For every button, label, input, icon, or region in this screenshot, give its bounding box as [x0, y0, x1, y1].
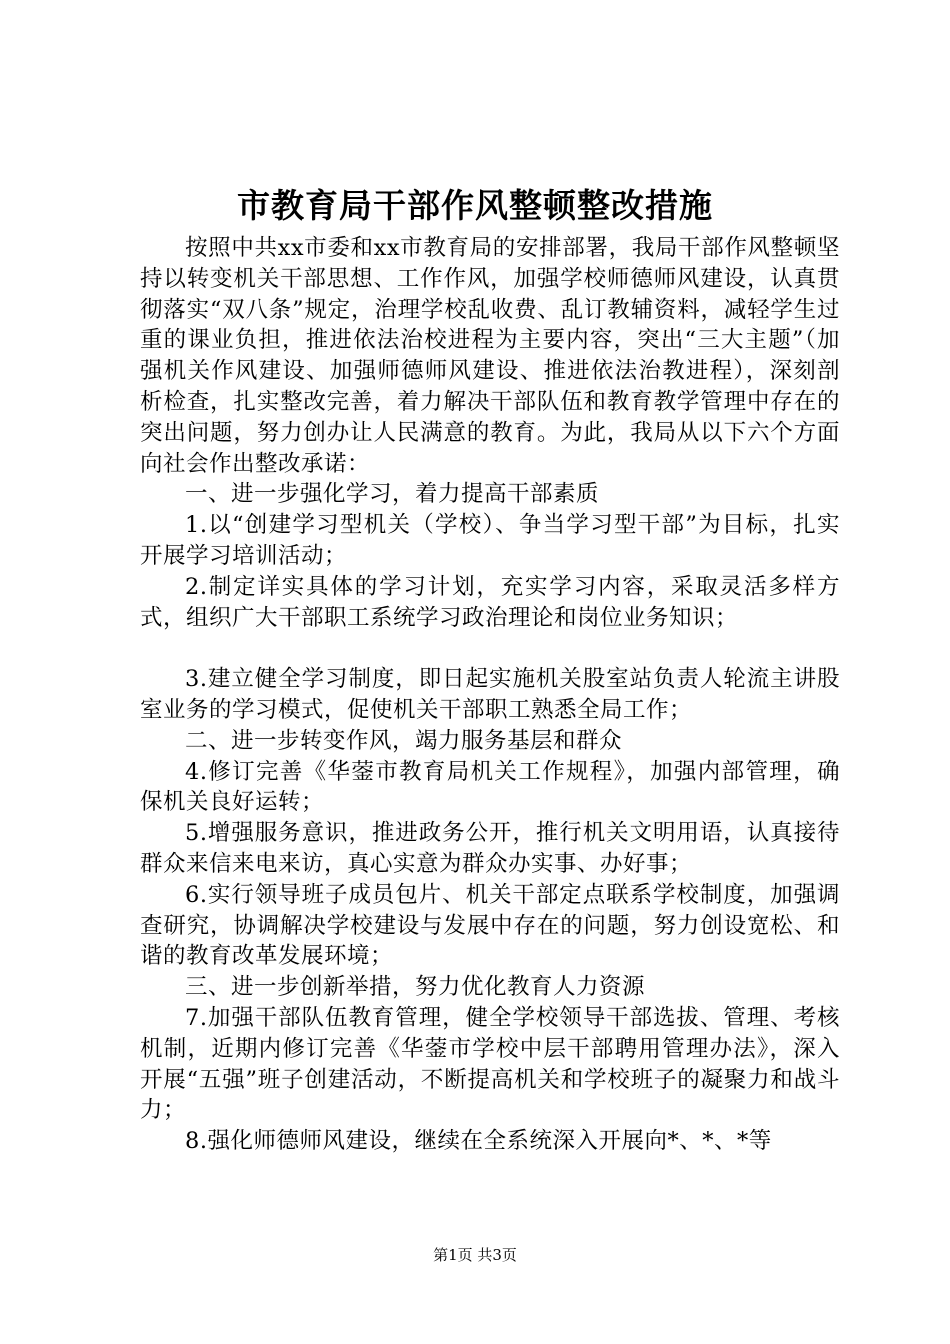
list-item-2: 2.制定详实具体的学习计划，充实学习内容，采取灵活多样方式，组织广大干部职工系统学习政治理论和岗位业务知识；: [140, 573, 840, 631]
list-item-8: 8.强化师德师风建设，继续在全系统深入开展向*、*、*等: [185, 1128, 772, 1155]
list-item-4: 4.修订完善《华蓥市教育局机关工作规程》，加强内部管理，确保机关良好运转；: [140, 758, 840, 816]
list-item-5: 5.增强服务意识，推进政务公开，推行机关文明用语，认真接待群众来信来电来访，真心实意为群众办实事、办好事；: [140, 820, 840, 877]
intro-paragraph: 按照中共xx市委和xx市教育局的安排部署，我局干部作风整顿坚持以转变机关干部思想、工作作风，加强学校师德师风建设，认真贯彻落实“双八条”规定，治理学校乱收费、乱订教辅资料，减轻学生过重的课业负担，推进依法治校进程为主要内容，突出“三大主题”（加强机关作风建设、加强师德师风建设、推进依法治教进程），深刻剖析检查，扎实整改完善，着力解决干部队伍和教育教学管理中存在的突出问题，努力创办让人民满意的教育。为此，我局从以下六个方面向社会作出整改承诺：: [140, 235, 840, 477]
blank-line: [140, 633, 840, 664]
section-heading-1: 一、进一步强化学习，着力提高干部素质: [185, 481, 600, 508]
list-item-6: 6.实行领导班子成员包片、机关干部定点联系学校制度，加强调查研究，协调解决学校建设与发展中存在的问题，努力创设宽松、和谐的教育改革发展环境；: [140, 881, 840, 970]
page-number: 第1页 共3页: [433, 1246, 517, 1264]
list-item-1: 1.以“创建学习型机关（学校）、争当学习型干部”为目标，扎实开展学习培训活动；: [140, 512, 840, 569]
document-title: 市教育局干部作风整顿整改措施: [237, 186, 713, 225]
document-body: [140, 233, 840, 1157]
list-item-7: 7.加强干部队伍教育管理，健全学校领导干部选拔、管理、考核机制，近期内修订完善《华蓥市学校中层干部聘用管理办法》，深入开展“五强”班子创建活动，不断提高机关和学校班子的凝聚力和战斗力；: [140, 1004, 840, 1124]
section-heading-2: 二、进一步转变作风，竭力服务基层和群众: [185, 727, 623, 754]
list-item-3: 3.建立健全学习制度，即日起实施机关股室站负责人轮流主讲股室业务的学习模式，促使机关干部职工熟悉全局工作；: [140, 666, 840, 723]
section-heading-3: 三、进一步创新举措，努力优化教育人力资源: [185, 974, 646, 1001]
